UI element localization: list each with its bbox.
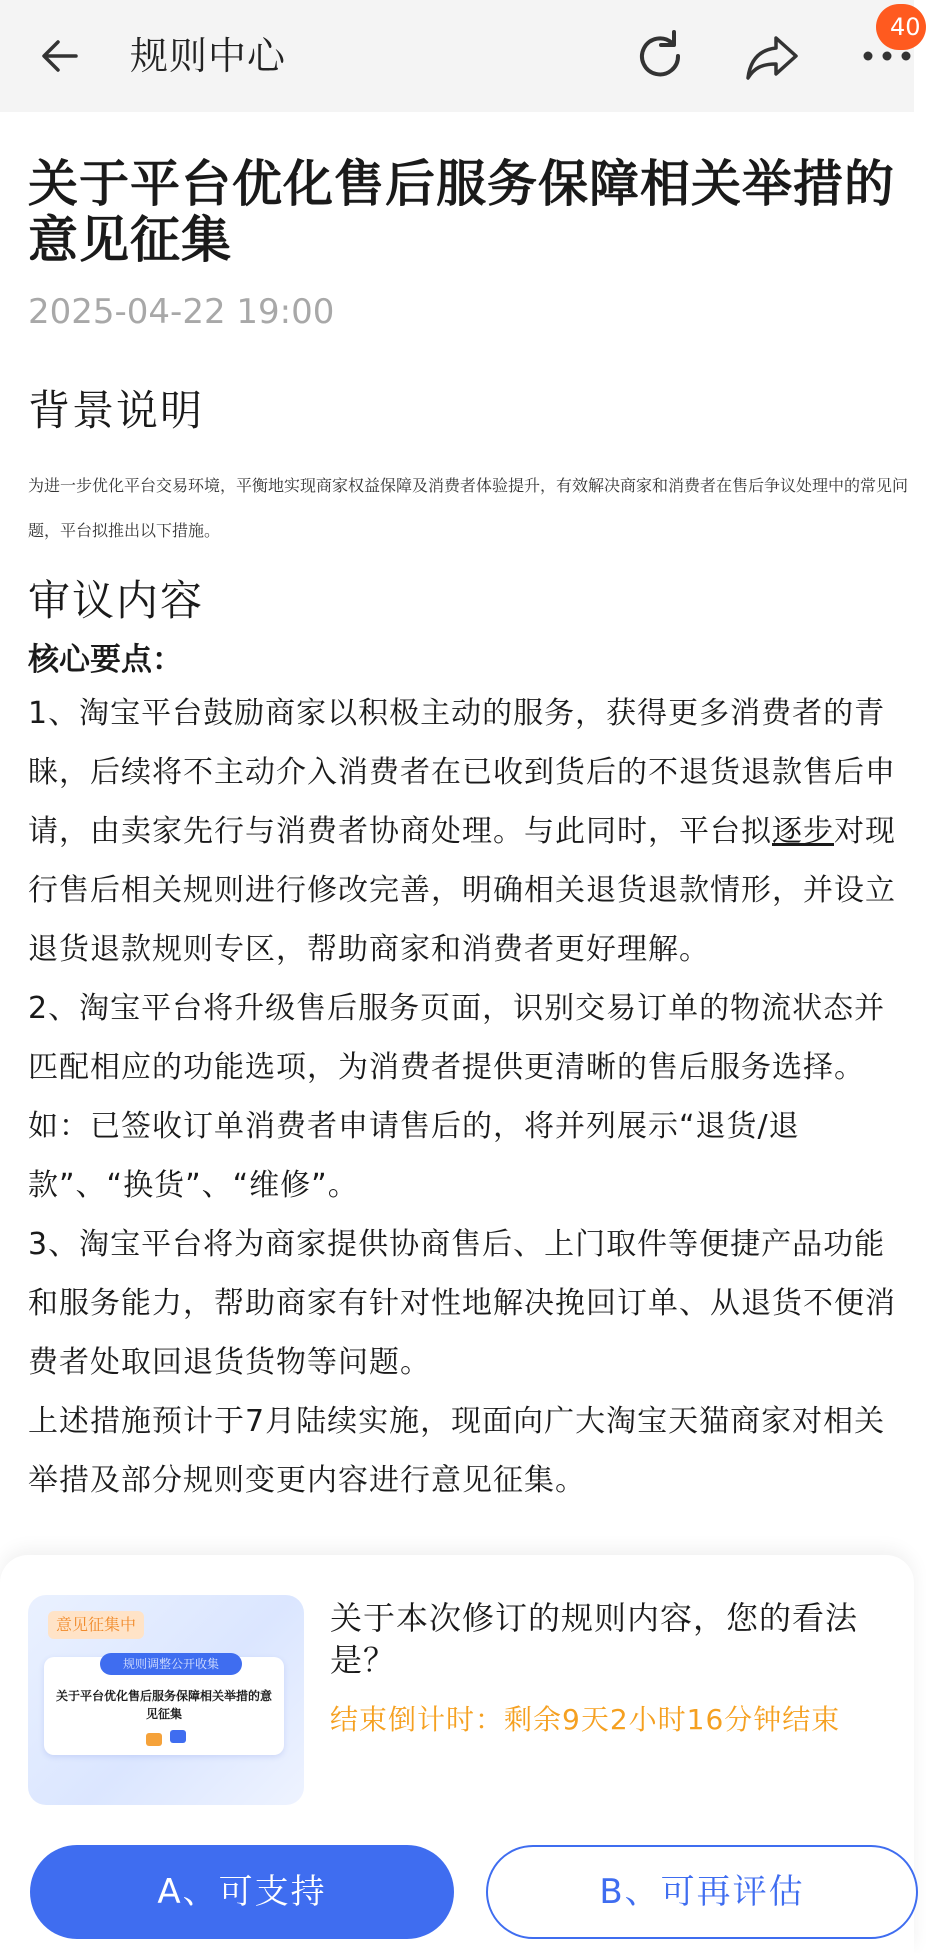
poll-thumbnail — [28, 1595, 304, 1805]
article-body — [28, 684, 912, 1510]
poll-card — [0, 1555, 914, 1953]
thumbnail-pill: 规则调整公开收集 — [100, 1653, 242, 1675]
underlined-text: 逐步 — [772, 814, 834, 849]
refresh-icon[interactable] — [630, 26, 690, 86]
option-a-button[interactable]: A、可支持 — [30, 1845, 454, 1939]
paragraph-1-text-b: 对现行售后相关规则进行修改完善，明确相关退货退款情形，并设立退货退款规则专区，帮助商家和消费者更好理解。 — [28, 814, 896, 967]
paragraph-1 — [28, 684, 912, 979]
option-b-button[interactable]: B、可再评估 — [486, 1845, 918, 1939]
back-arrow-icon[interactable] — [36, 30, 88, 82]
background-heading: 背景说明 — [28, 386, 205, 435]
thumbnail-tag: 意见征集中 — [48, 1611, 144, 1639]
top-bar — [0, 0, 921, 112]
page-title: 规则中心 — [130, 34, 287, 78]
paragraph-4: 上述措施预计于7月陆续实施，现面向广大淘宝天猫商家对相关举措及部分规则变更内容进行意见征集。 — [28, 1404, 886, 1498]
article-date: 2025-04-22 19:00 — [28, 292, 335, 332]
poll-question: 关于本次修订的规则内容，您的看法是？ — [330, 1599, 859, 1679]
thumbnail-title: 关于平台优化售后服务保障相关举措的意见征集 — [56, 1689, 273, 1721]
countdown-text: 结束倒计时：剩余9天2小时16分钟结束 — [330, 1703, 841, 1736]
article-title: 关于平台优化售后服务保障相关举措的意见征集 — [28, 155, 895, 269]
paragraph-2: 2、淘宝平台将升级售后服务页面，识别交易订单的物流状态并匹配相应的功能选项，为消费者提供更清晰的售后服务选择。如：已签收订单消费者申请售后的，将并列展示“退货/退款”、“换货”、“维修”。 — [28, 991, 886, 1203]
paragraph-3: 3、淘宝平台将为商家提供协商售后、上门取件等便捷产品功能和服务能力，帮助商家有针对性地解决挽回订单、从退货不便消费者处取回退货货物等问题。 — [28, 1227, 896, 1380]
core-points-label: 核心要点： — [28, 642, 183, 678]
notification-badge: 40 — [876, 4, 926, 50]
thumbs-icon — [142, 1727, 192, 1749]
review-heading: 审议内容 — [28, 576, 205, 625]
paragraph-1-text-a: 1、淘宝平台鼓励商家以积极主动的服务，获得更多消费者的青睐，后续将不主动介入消费者在已收到货后的不退货退款售后申请，由卖家先行与消费者协商处理。与此同时，平台拟 — [28, 696, 896, 849]
background-text: 为进一步优化平台交易环境，平衡地实现商家权益保障及消费者体验提升，有效解决商家和消费者在售后争议处理中的常见问题，平台拟推出以下措施。 — [28, 476, 909, 540]
share-icon[interactable] — [742, 28, 802, 88]
